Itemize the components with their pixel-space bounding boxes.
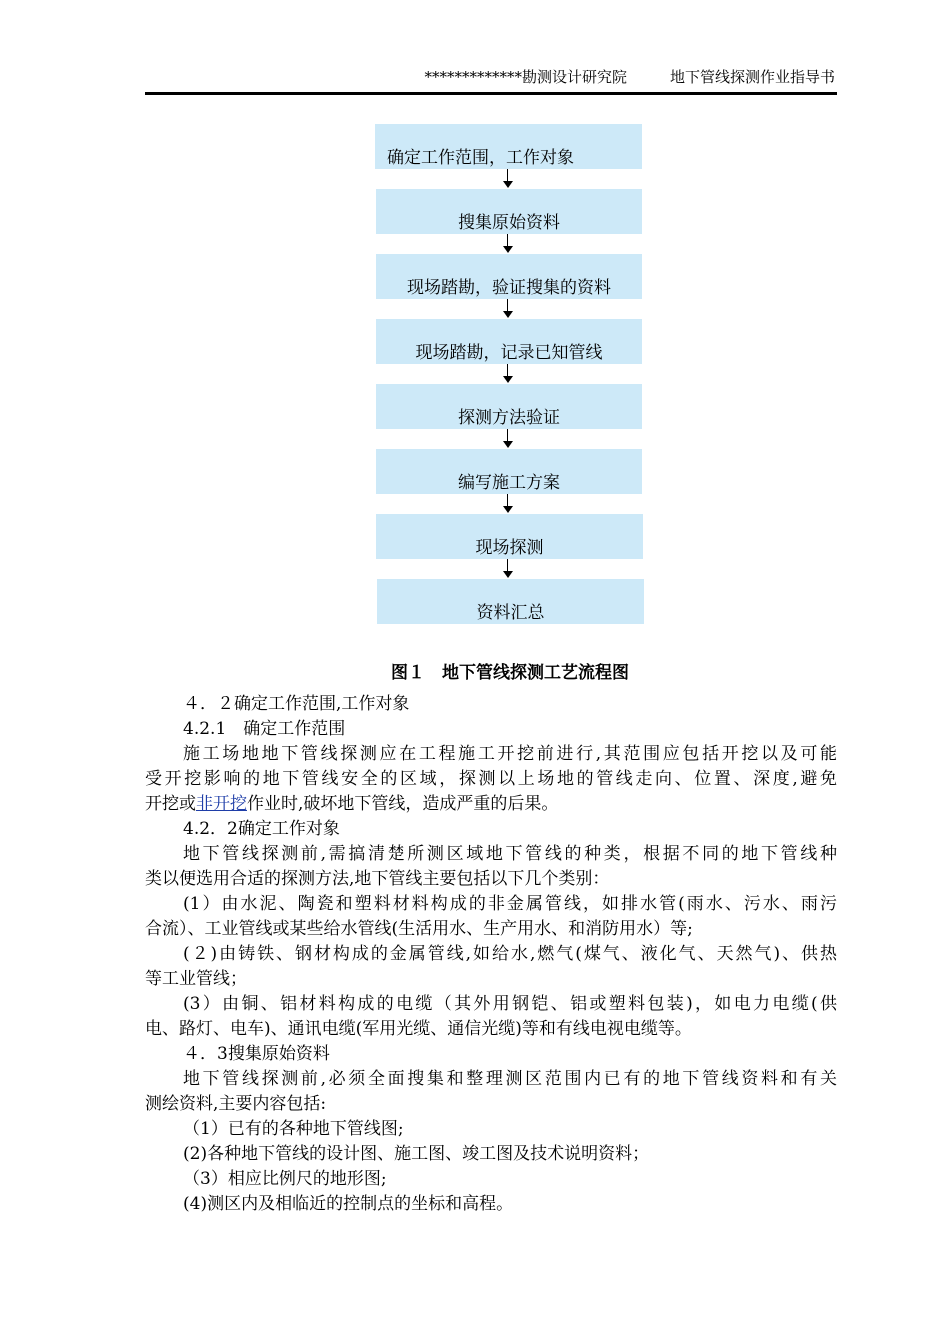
section-heading-4-2: ４．２确定工作范围,工作对象: [183, 694, 410, 714]
paragraph-line: 受开挖影响的地下管线安全的区域，探测以上场地的管线走向、位置、深度,避免: [145, 769, 837, 789]
header-organization: *************勘测设计研究院: [424, 68, 627, 86]
flow-step-label: 资料汇总: [476, 603, 545, 623]
header-divider: [145, 92, 837, 95]
flow-step-3: [376, 254, 642, 299]
list-item-line: (4)测区内及相临近的控制点的坐标和高程。: [183, 1194, 514, 1214]
list-item-line: 等工业管线；: [145, 969, 247, 989]
flow-arrow-icon: [503, 559, 513, 578]
page-header: [145, 66, 837, 86]
header-document-title: 地下管线探测作业指导书: [669, 68, 835, 86]
flow-step-label: 编写施工方案: [458, 473, 560, 493]
flow-step-7: [376, 514, 643, 559]
flow-step-label: 搜集原始资料: [458, 213, 560, 233]
paragraph-line: 测绘资料,主要内容包括:: [145, 1094, 327, 1114]
flow-step-8: [377, 579, 644, 624]
paragraph-text: 开挖或: [145, 794, 196, 814]
flow-step-label: 现场探测: [475, 538, 544, 558]
non-excavation-link[interactable]: 非开挖: [196, 794, 247, 814]
flow-arrow-icon: [503, 234, 513, 253]
flow-step-4: [376, 319, 642, 364]
flow-step-6: [376, 449, 642, 494]
section-heading-4-2-1: 4.2.1 确定工作范围: [183, 719, 346, 739]
flow-arrow-icon: [503, 299, 513, 318]
paragraph-line: 地下管线探测前,需搞清楚所测区域地下管线的种类，根据不同的地下管线种: [183, 844, 837, 864]
flow-arrow-icon: [503, 429, 513, 448]
paragraph-text: 作业时,破坏地下管线，造成严重的后果。: [247, 794, 559, 814]
flow-arrow-icon: [503, 494, 513, 513]
flow-step-label: 现场踏勘，验证搜集的资料: [407, 278, 611, 298]
list-item-line: 合流）、工业管线或某些给水管线(生活用水、生产用水、和消防用水）等;: [145, 919, 693, 939]
list-item-line: (２)由铸铁、钢材构成的金属管线,如给水,燃气(煤气、液化气、天然气)、供热: [183, 944, 837, 964]
paragraph-line: 地下管线探测前,必须全面搜集和整理测区范围内已有的地下管线资料和有关: [183, 1069, 837, 1089]
list-item-line: （1）已有的各种地下管线图;: [183, 1119, 404, 1139]
flow-step-label: 探测方法验证: [458, 408, 560, 428]
list-item-line: (3）由铜、铝材料构成的电缆（其外用钢铠、铝或塑料包装)，如电力电缆(供: [183, 994, 837, 1014]
flow-step-5: [376, 384, 642, 429]
list-item-line: (1）由水泥、陶瓷和塑料材料构成的非金属管线，如排水管(雨水、污水、雨污: [183, 894, 837, 914]
section-heading-4-3: ４．3搜集原始资料: [183, 1044, 330, 1064]
flow-step-label: 现场踏勘，记录已知管线: [415, 343, 603, 363]
paragraph-line: [145, 792, 558, 816]
flow-step-2: [376, 189, 642, 234]
list-item-line: 电、路灯、电车)、通讯电缆(军用光缆、通信光缆)等和有线电视电缆等。: [145, 1019, 692, 1039]
flow-step-label: 确定工作范围，工作对象: [387, 148, 574, 168]
section-heading-4-2-2: 4.2．2确定工作对象: [183, 819, 340, 839]
figure-caption: 图１ 地下管线探测工艺流程图: [391, 663, 629, 683]
flow-arrow-icon: [503, 364, 513, 383]
list-item-line: （3）相应比例尺的地形图;: [183, 1169, 387, 1189]
paragraph-line: 施工场地地下管线探测应在工程施工开挖前进行,其范围应包括开挖以及可能: [183, 744, 837, 764]
flow-arrow-icon: [503, 169, 513, 188]
list-item-line: (2)各种地下管线的设计图、施工图、竣工图及技术说明资料；: [183, 1144, 650, 1164]
paragraph-line: 类以便选用合适的探测方法,地下管线主要包括以下几个类别：: [145, 869, 610, 889]
flow-step-1: [375, 124, 642, 169]
